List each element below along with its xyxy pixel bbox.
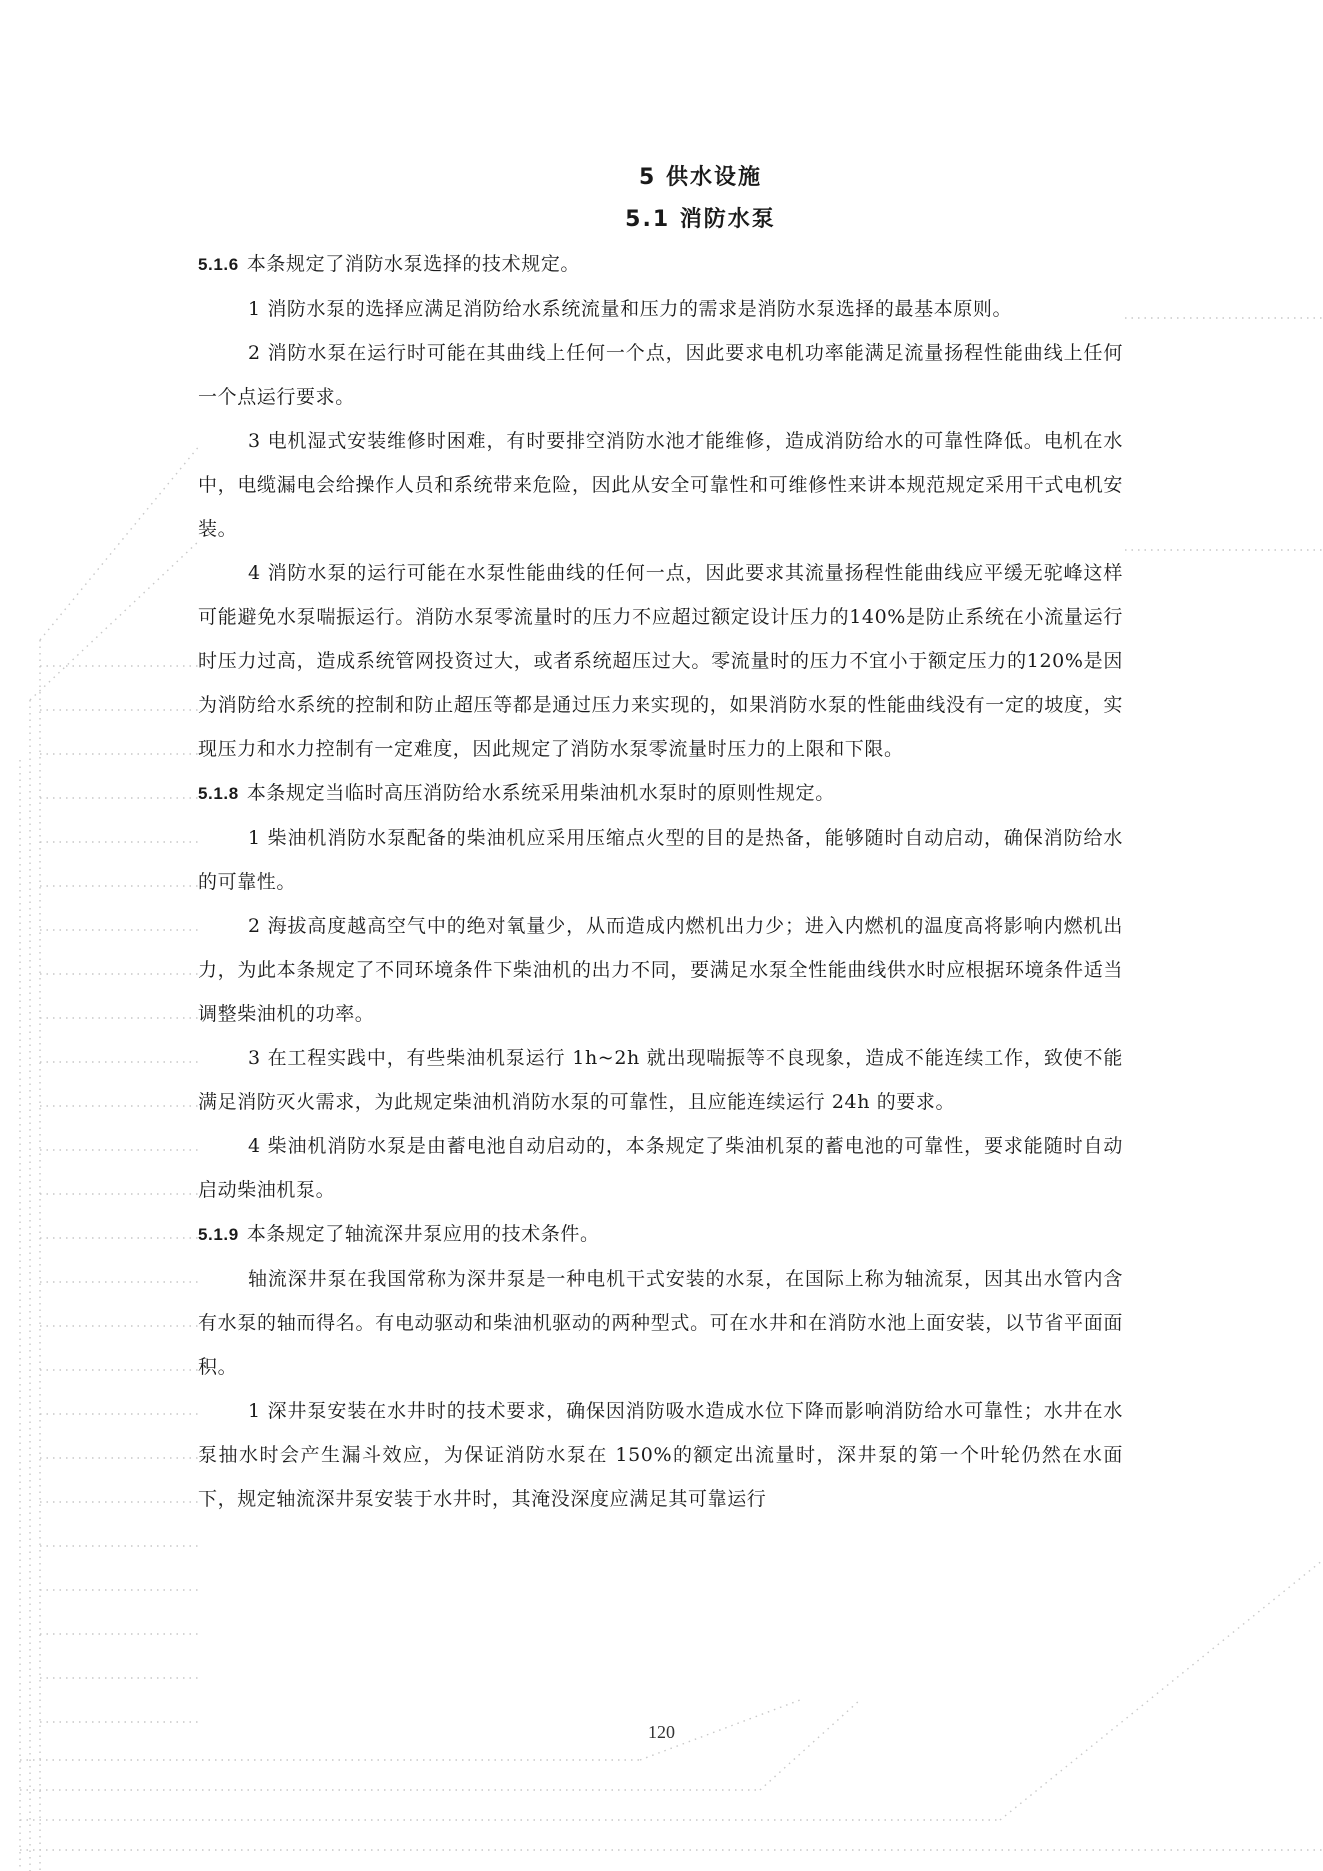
section-title: 5.1 消防水泵: [625, 207, 776, 232]
paragraph-text: 本条规定当临时高压消防给水系统采用柴油机水泵时的原则性规定。: [246, 782, 835, 804]
paragraph-list: [198, 242, 1123, 1521]
paragraph-text: 2 海拔高度越高空气中的绝对氧量少，从而造成内燃机出力少；进入内燃机的温度高将影响内燃机出力，为此本条规定了不同环境条件下柴油机的出力不同，要满足水泵全性能曲线供水时应根据环境条件适当调整柴油机的功率。: [198, 915, 1123, 1025]
paragraph-text: 轴流深井泵在我国常称为深井泵是一种电机干式安装的水泵，在国际上称为轴流泵，因其出水管内含有水泵的轴而得名。有电动驱动和柴油机驱动的两种型式。可在水井和在消防水池上面安装，以节省平面面积。: [198, 1268, 1123, 1378]
paragraph-text: 本条规定了轴流深井泵应用的技术条件。: [246, 1223, 600, 1245]
document-body: [198, 158, 1123, 1521]
clause-number: 5.1.8: [198, 784, 239, 803]
paragraph-text: 3 电机湿式安装维修时困难，有时要排空消防水池才能维修，造成消防给水的可靠性降低。电机在水中，电缆漏电会给操作人员和系统带来危险，因此从安全可靠性和可维修性来讲本规范规定采用干式电机安装。: [198, 430, 1123, 540]
paragraph-text: 3 在工程实践中，有些柴油机泵运行 1h~2h 就出现喘振等不良现象，造成不能连续工作，致使不能满足消防灭火需求，为此规定柴油机消防水泵的可靠性，且应能连续运行 24h 的要求。: [198, 1047, 1123, 1113]
body-paragraph: [198, 287, 1123, 331]
body-paragraph: [198, 551, 1123, 771]
body-paragraph: [198, 1257, 1123, 1389]
body-paragraph: [198, 331, 1123, 419]
paragraph-text: 2 消防水泵在运行时可能在其曲线上任何一个点，因此要求电机功率能满足流量扬程性能曲线上任何一个点运行要求。: [198, 342, 1123, 408]
paragraph-text: 本条规定了消防水泵选择的技术规定。: [246, 253, 581, 275]
clause-paragraph: [198, 771, 1123, 816]
paragraph-text: 4 柴油机消防水泵是由蓄电池自动启动的，本条规定了柴油机泵的蓄电池的可靠性，要求能随时自动启动柴油机泵。: [198, 1135, 1123, 1201]
paragraph-text: 1 深井泵安装在水井时的技术要求，确保因消防吸水造成水位下降而影响消防给水可靠性；水井在水泵抽水时会产生漏斗效应，为保证消防水泵在 150%的额定出流量时，深井泵的第一个叶轮仍然在水面下，规定轴流深井泵安装于水井时，其淹没深度应满足其可靠运行: [198, 1400, 1123, 1510]
body-paragraph: [198, 904, 1123, 1036]
clause-number: 5.1.6: [198, 255, 239, 274]
body-paragraph: [198, 1036, 1123, 1124]
paragraph-text: 4 消防水泵的运行可能在水泵性能曲线的任何一点，因此要求其流量扬程性能曲线应平缓无驼峰这样可能避免水泵喘振运行。消防水泵零流量时的压力不应超过额定设计压力的140%是防止系统在小流量运行时压力过高，造成系统管网投资过大，或者系统超压过大。零流量时的压力不宜小于额定压力的120%是因为消防给水系统的控制和防止超压等都是通过压力来实现的，如果消防水泵的性能曲线没有一定的坡度，实现压力和水力控制有一定难度，因此规定了消防水泵零流量时压力的上限和下限。: [198, 562, 1123, 760]
paragraph-text: 1 柴油机消防水泵配备的柴油机应采用压缩点火型的目的是热备，能够随时自动启动，确保消防给水的可靠性。: [198, 827, 1123, 893]
clause-paragraph: [198, 242, 1123, 287]
chapter-title: 5 供水设施: [639, 165, 762, 190]
body-paragraph: [198, 816, 1123, 904]
clause-number: 5.1.9: [198, 1225, 239, 1244]
paragraph-text: 1 消防水泵的选择应满足消防给水系统流量和压力的需求是消防水泵选择的最基本原则。: [248, 298, 1013, 320]
clause-paragraph: [198, 1212, 1123, 1257]
body-paragraph: [198, 419, 1123, 551]
body-paragraph: [198, 1389, 1123, 1521]
body-paragraph: [198, 1124, 1123, 1212]
page-number: 120: [648, 1722, 675, 1742]
